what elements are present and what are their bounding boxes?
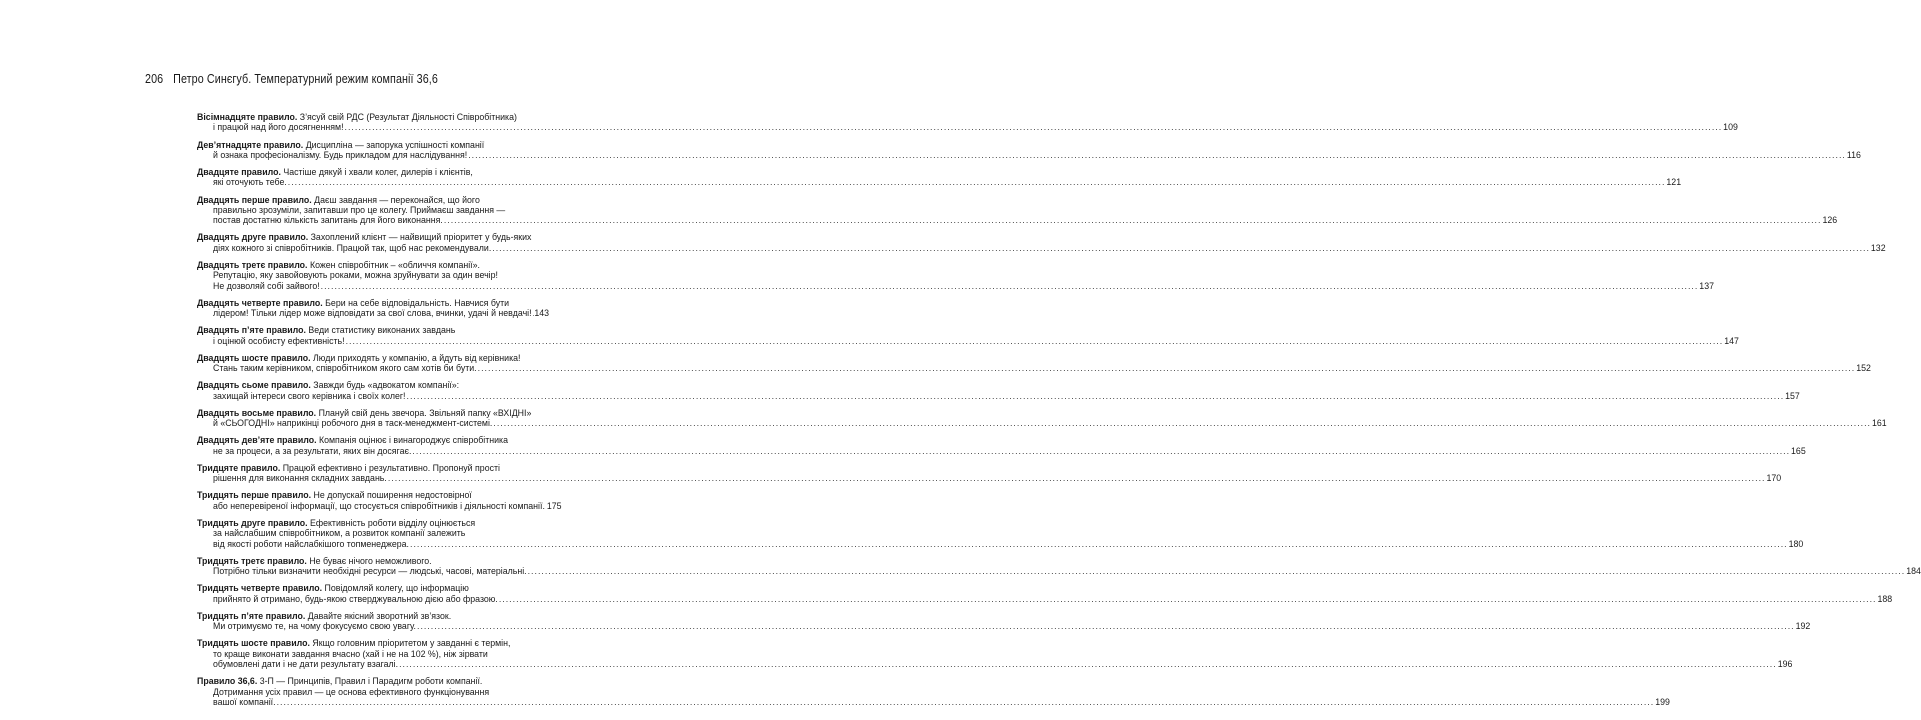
toc-entry-text: 3-П — Принципів, Правил і Парадигм роботи компанії. — [259, 676, 483, 687]
dot-leader: ................................................................................................................................................................................................................................................................................................................................................................................................................ — [477, 363, 1856, 374]
toc-entry-title: Правило 36,6. — [197, 676, 258, 687]
dot-leader: ................................................................................................................................................................................................................................................................................................................................................................................................................ — [276, 696, 1655, 707]
toc-entry-text: Якщо головним пріоритетом у завданні є термін, — [312, 638, 511, 649]
toc-entry-text: постав достатню кількість запитань для його виконання. — [213, 215, 443, 226]
toc-entry[interactable] — [197, 380, 1800, 401]
toc-entry[interactable] — [197, 462, 1782, 484]
page-number: 206 — [145, 72, 164, 86]
toc-entry-text: і працюй над його досягненням! — [213, 122, 344, 133]
toc-entry-text: то краще виконати завдання вчасно (хай і не на 102 %), ніж зірвати — [213, 648, 488, 659]
toc-entry[interactable] — [197, 352, 1871, 374]
toc-page-number: 109 — [1723, 122, 1738, 133]
toc-page-number: 147 — [1724, 335, 1739, 346]
toc-entry-title: Тридцять четверте правило. — [197, 583, 323, 594]
toc-entry-text: Даєш завдання — переконайся, що його — [314, 194, 480, 205]
dot-leader: ................................................................................................................................................................................................................................................................................................................................................................................................................ — [492, 242, 1870, 253]
toc-entry-title: Дев’ятнадцяте правило. — [197, 139, 304, 150]
dot-leader: ................................................................................................................................................................................................................................................................................................................................................................................................................ — [344, 122, 1723, 133]
toc-entry[interactable] — [197, 490, 562, 511]
dot-leader: ................................................................................................................................................................................................................................................................................................................................................................................................................ — [527, 566, 1906, 577]
toc-entry-text: Компанія оцінює і винагороджує співробітника — [318, 435, 508, 446]
toc-entry-text: й «СЬОГОДНІ» наприкінці робочого дня в таск-менеджмент-системі. — [213, 418, 493, 429]
toc-entry-title: Тридцять друге правило. — [197, 517, 308, 528]
dot-leader: ................................................................................................................................................................................................................................................................................................................................................................................................................ — [468, 149, 1846, 160]
toc-entry-text: Дотримання усіх правил — це основа ефективного функціонування — [213, 686, 490, 697]
toc-entry-title: Двадцять четверте правило. — [197, 297, 323, 308]
toc-entry-title: Тридцять шосте правило. — [197, 638, 310, 649]
toc-page-number: 170 — [1766, 473, 1782, 484]
toc-entry[interactable] — [197, 583, 1893, 604]
toc-entry-title: Двадцять п’яте правило. — [197, 325, 306, 336]
toc-entry-text: Не дозволяй собі зайвого! — [213, 280, 320, 291]
toc-page-number: 196 — [1777, 659, 1793, 670]
toc-entry-text: Працюй ефективно і результативно. Пропонуй прості — [282, 462, 500, 473]
dot-leader: ................................................................................................................................................................................................................................................................................................................................................................................................................ — [399, 659, 1777, 670]
toc-entry-text: Частіше дякуй і хвали колег, дилерів і клієнтів, — [283, 167, 473, 177]
toc-page-number: 116 — [1846, 149, 1861, 160]
toc-entry[interactable] — [197, 435, 1806, 456]
toc-entry-text: З’ясуй свій РДС (Результат Діяльності Співробітника) — [299, 112, 517, 122]
toc-entry[interactable] — [197, 555, 1921, 577]
dot-leader: ................................................................................................................................................................................................................................................................................................................................................................................................................ — [498, 593, 1877, 604]
toc-entry-text: й ознака професіоналізму. Будь прикладом для наслідування! — [213, 149, 468, 160]
toc-entry-text: рішення для виконання складних завдань. — [213, 473, 387, 484]
toc-entry-title: Двадцять друге правило. — [197, 232, 309, 243]
toc-page-number: 126 — [1822, 215, 1838, 226]
dot-leader: ................................................................................................................................................................................................................................................................................................................................................................................................................ — [320, 280, 1699, 291]
dot-leader: ................................................................................................................................................................................................................................................................................................................................................................................................................ — [345, 335, 1724, 346]
toc-page-number: 192 — [1795, 621, 1811, 632]
table-of-contents — [197, 112, 1921, 714]
toc-entry-text: прийнято й отримано, будь-якою стверджувальною дією або фразою. — [213, 593, 498, 604]
toc-entry-text: Ефективність роботи відділу оцінюється — [309, 517, 476, 528]
toc-page-number: 152 — [1856, 363, 1871, 374]
running-title: Петро Синєгуб. Температурний режим компанії 36,6 — [173, 72, 438, 86]
toc-page-number: 184 — [1906, 566, 1921, 577]
toc-entry-text: правильно зрозуміли, запитавши про це колегу. Приймаєш завдання — — [213, 204, 506, 215]
toc-entry[interactable] — [197, 298, 549, 319]
toc-entry-text: або неперевіреної інформації, що стосується співробітників і діяльності компанії. — [213, 500, 545, 511]
toc-entry-title: Двадцяте правило. — [197, 167, 281, 177]
toc-entry-text: захищай інтереси свого керівника і своїх колег! — [213, 390, 406, 401]
toc-page-number: 121 — [1666, 177, 1682, 188]
toc-entry-title: Двадцять третє правило. — [197, 259, 308, 270]
toc-entry-text: Люди приходять у компанію, а йдуть від керівника! — [313, 352, 521, 363]
toc-entry-text: вашої компанії. — [213, 696, 276, 707]
toc-entry-title: Двадцять перше правило. — [197, 194, 312, 205]
toc-entry-text: Стань таким керівником, співробітником якого сам хотів би бути. — [213, 363, 477, 374]
toc-entry-text: Кожен співробітник – «обличчя компанії». — [309, 259, 480, 270]
toc-page-number: 132 — [1870, 242, 1886, 253]
toc-entry-title: Тридцять перше правило. — [197, 490, 312, 501]
toc-entry[interactable] — [197, 517, 1804, 549]
dot-leader: ................................................................................................................................................................................................................................................................................................................................................................................................................ — [443, 215, 1822, 226]
toc-entry-text: Захоплений клієнт — найвищий пріоритет у будь-яких — [310, 232, 532, 243]
toc-entry[interactable] — [197, 676, 1670, 707]
toc-entry[interactable] — [197, 259, 1714, 291]
toc-entry[interactable] — [197, 407, 1887, 429]
toc-page-number: 137 — [1699, 280, 1714, 291]
toc-entry[interactable] — [197, 325, 1739, 346]
toc-entry-title: Тридцять п’яте правило. — [197, 610, 306, 621]
toc-page-number: 188 — [1877, 593, 1893, 604]
toc-entry-text: лідером! Тільки лідер може відповідати за свої слова, вчинки, удачі й невдачі! — [213, 308, 532, 319]
dot-leader: ................................................................................................................................................................................................................................................................................................................................................................................................................ — [406, 390, 1785, 401]
toc-entry-text: обумовлені дати і не дати результату взагалі. — [213, 659, 399, 670]
toc-entry-title: Двадцять сьоме правило. — [197, 380, 311, 391]
toc-page-number: 157 — [1785, 390, 1800, 401]
toc-entry-text: Повідомляй колегу, що інформацію — [324, 583, 469, 594]
toc-entry-text: Плануй свій день звечора. Звільняй папку «ВХІДНІ» — [318, 407, 532, 418]
toc-entry-title: Тридцяте правило. — [197, 462, 281, 473]
dot-leader: ................................................................................................................................................................................................................................................................................................................................................................................................................ — [387, 473, 1766, 484]
toc-entry-text: які оточують тебе. — [213, 177, 287, 188]
dot-leader: ................................................................................................................................................................................................................................................................................................................................................................................................................ — [410, 538, 1788, 549]
toc-entry-title: Вісімнадцяте правило. — [197, 112, 298, 122]
toc-entry[interactable] — [197, 167, 1682, 188]
toc-page-number: 180 — [1788, 538, 1804, 549]
toc-page-number: 199 — [1655, 696, 1670, 707]
dot-leader: ................................................................................................................................................................................................................................................................................................................................................................................................................ — [493, 418, 1871, 429]
toc-entry-text: Репутацію, яку завойовують роками, можна зруйнувати за один вечір! — [213, 270, 498, 281]
toc-entry[interactable] — [197, 638, 1793, 670]
dot-leader: ................................................................................................................................................................................................................................................................................................................................................................................................................ — [417, 621, 1795, 632]
toc-entry[interactable] — [197, 112, 1738, 133]
running-header — [145, 72, 523, 86]
toc-entry-text: за найслабшим співробітником, а розвиток компанії залежить — [213, 528, 466, 539]
toc-page-number: 175 — [546, 500, 562, 511]
toc-entry-text: Потрібно тільки визначити необхідні ресурси — людські, часові, матеріальні. — [213, 566, 527, 577]
toc-page-number: 165 — [1791, 445, 1806, 456]
toc-entry-title: Тридцять третє правило. — [197, 555, 307, 566]
toc-entry-text: і оцінюй особисту ефективність! — [213, 335, 345, 346]
toc-entry-text: Дисципліна — запорука успішності компанії — [305, 139, 485, 150]
toc-entry-title: Двадцять восьме правило. — [197, 407, 317, 418]
toc-page-number: 143 — [534, 308, 549, 319]
toc-entry-text: Не допускай поширення недостовірної — [313, 490, 472, 501]
toc-entry-title: Двадцять шосте правило. — [197, 352, 311, 363]
dot-leader — [533, 308, 534, 318]
toc-entry-text: Ми отримуємо те, на чому фокусуємо свою увагу. — [213, 621, 416, 632]
toc-entry-text: від якості роботи найслабкішого топменеджера. — [213, 538, 409, 549]
toc-entry-text: не за процеси, а за результати, яких він досягає. — [213, 445, 412, 456]
toc-page-number: 161 — [1872, 418, 1887, 429]
toc-entry-text: Бери на себе відповідальність. Навчися бути — [325, 297, 510, 308]
toc-entry-text: діях кожного зі співробітників. Працюй так, щоб нас рекомендували. — [213, 242, 492, 253]
toc-entry-text: Давайте якісний зворотний зв’язок. — [307, 610, 452, 621]
toc-entry-text: Не буває нічого неможливого. — [309, 555, 432, 566]
dot-leader: ................................................................................................................................................................................................................................................................................................................................................................................................................ — [412, 445, 1791, 456]
toc-entry[interactable] — [197, 194, 1838, 226]
toc-entry[interactable] — [197, 232, 1886, 253]
toc-entry-title: Двадцять дев’яте правило. — [197, 435, 317, 446]
dot-leader: ................................................................................................................................................................................................................................................................................................................................................................................................................ — [287, 177, 1666, 188]
toc-entry-text: Завжди будь «адвокатом компанії»: — [313, 380, 460, 391]
toc-entry[interactable] — [197, 610, 1811, 632]
toc-entry-text: Веди статистику виконаних завдань — [308, 325, 456, 336]
toc-entry[interactable] — [197, 139, 1861, 161]
